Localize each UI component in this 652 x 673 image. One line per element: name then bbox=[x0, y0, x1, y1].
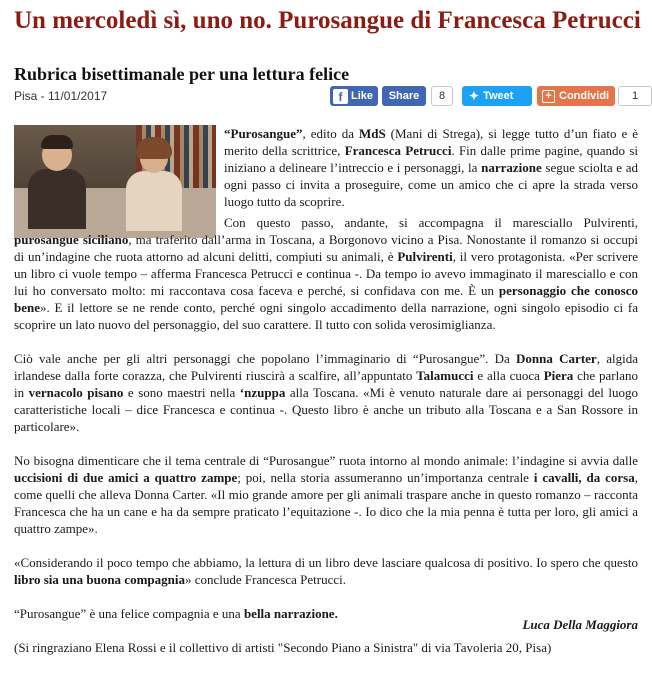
facebook-like-button[interactable] bbox=[330, 86, 378, 106]
condividi-button[interactable] bbox=[537, 86, 615, 106]
facebook-share-button[interactable] bbox=[382, 86, 426, 106]
paragraph: Con questo passo, andante, si accompagna il maresciallo Pulvirenti, purosangue siciliano, ma traferito dall’arma in Toscana, a Borgonovo vicino a Pisa. Nonostante il romanzo si occupi di un’indagine che ruota attorno ad alcuni delitti, compiuti su animali, è Pulvirenti, il vero protagonista. «Per scrivere un libro ci vuole tempo – afferma Francesca Petrucci e continua -. Da tempo io avevo immaginato il maresciallo e con lui ho conversato molto: mi raccontava cosa faceva e perché, si confidava con me. È un personaggio che conosco bene». E il lettore se ne rende conto, perché ogni singolo accadimento della narrazione, ogni singolo episodio ci fa scoprire un lato nuovo del personaggio, del suo carattere. Il tutto con solida verosimiglianza. bbox=[14, 215, 638, 332]
acknowledgements: (Si ringraziano Elena Rossi e il collettivo di artisti "Secondo Piano a Sinistra" di via Tavoleria 20, Pisa) bbox=[14, 640, 552, 655]
facebook-icon: f bbox=[333, 89, 348, 104]
paragraph: “Purosangue” è una felice compagnia e una bella narrazione. bbox=[14, 606, 338, 621]
condividi-label: Condividi bbox=[559, 90, 610, 102]
paragraph: No bisogna dimenticare che il tema centrale di “Purosangue” ruota intorno al mondo animale: l’indagine si avvia dalle uccisioni di due amici a quattro zampe; poi, nella storia assumeranno un’importanza centrale i cavalli, da corsa, come quelli che alleva Donna Carter. «Il mio grande amore per gli animali traspare anche in questo romanzo – racconta Francesca che ha un cane e ha da sempre praticato l’equitazione -. Io dico che la mia penna è tutta per loro, gli amici a quattro zampe». bbox=[14, 453, 638, 536]
tweet-label: Tweet bbox=[483, 90, 514, 102]
condividi-count: 1 bbox=[618, 86, 652, 106]
share-label: Share bbox=[388, 90, 420, 102]
author-signature: Luca Della Maggiora bbox=[522, 617, 638, 632]
paragraph: Ciò vale anche per gli altri personaggi che popolano l’immaginario di “Purosangue”. Da Donna Carter, algida irlandese dalla forte corazza, che Pulvirenti riuscirà a scalfire, all’appuntato Talamucci e alla cuoca Piera che parlano in vernacolo pisano e sono maestri nella ‘nzuppa alla Toscana. «Mi è venuto naturale dare ai personaggi del luogo caratteristiche locali – dice Francesca e continua -. Questo libro è anche un tributo alla Toscana e a San Rossore in particolare». bbox=[14, 351, 639, 434]
article-title: Un mercoledì sì, uno no. Purosangue di Francesca Petrucci bbox=[14, 7, 641, 34]
like-label: Like bbox=[351, 90, 374, 102]
person-left-hair bbox=[41, 135, 73, 149]
facebook-share-count: 8 bbox=[431, 86, 453, 106]
dateline: Pisa - 11/01/2017 bbox=[14, 89, 108, 103]
book-title-bold: “Purosangue” bbox=[224, 126, 303, 141]
person-right-hair bbox=[136, 137, 172, 159]
plus-icon: + bbox=[542, 90, 555, 103]
article-body bbox=[14, 214, 638, 673]
publisher-bold: MdS bbox=[358, 126, 386, 141]
tweet-button[interactable] bbox=[462, 86, 532, 106]
article-subtitle: Rubrica bisettimanale per una lettura felice bbox=[14, 64, 350, 84]
twitter-bird-icon: ✦ bbox=[469, 89, 480, 103]
lead-paragraph: “Purosangue”, edito da MdS (Mani di Strega), si legge tutto d’un fiato e è merito della scrittrice, Francesca Petrucci. Fin dalle prime pagine, quando si iniziano a delineare l’intreccio e i personaggi, la narrazione segue sciolta e ad ogni passo ci invita a proseguire, come un amico che ci apre la strada verso luogo tutto da scoprire. bbox=[224, 126, 638, 209]
meta-row bbox=[14, 86, 642, 108]
paragraph: «Considerando il poco tempo che abbiamo, la lettura di un libro deve lasciare qualcosa di positivo. Io spero che questo libro sia una buona compagnia» conclude Francesca Petrucci. bbox=[14, 555, 638, 587]
author-bold: Francesca Petrucci bbox=[344, 143, 452, 158]
